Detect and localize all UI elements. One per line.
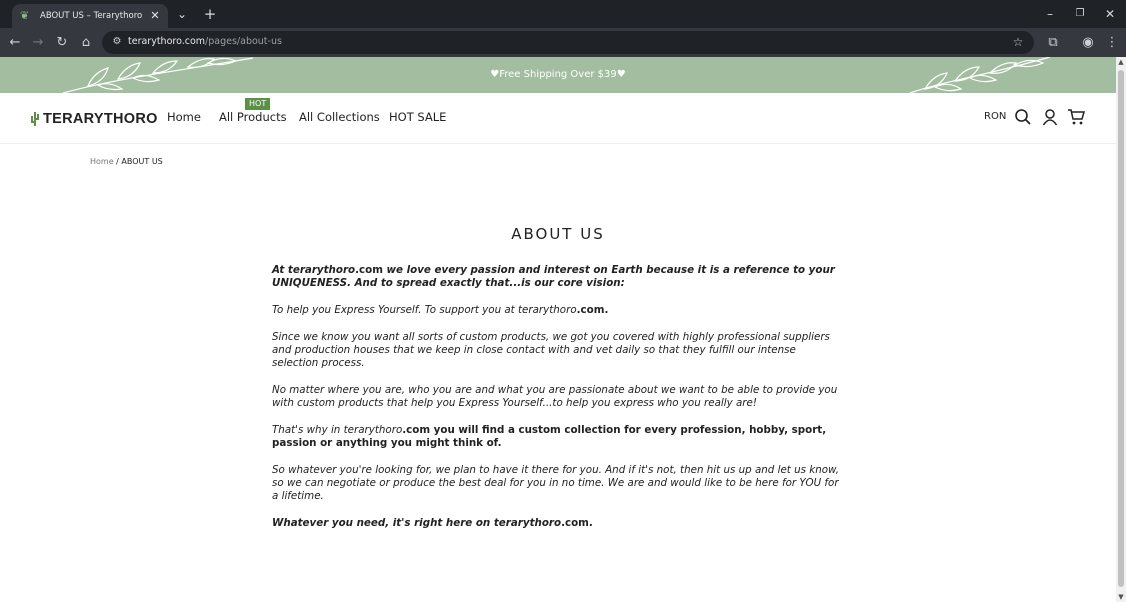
paragraph-closing: Whatever you need, it's right here on terarythoro.com. [272, 517, 593, 529]
home-icon[interactable]: ⌂ [81, 35, 91, 50]
forward-icon[interactable]: → [32, 35, 44, 50]
about-article [272, 264, 842, 544]
leaf-favicon-icon: ❦ [20, 9, 30, 22]
close-tab-icon[interactable]: ✕ [150, 9, 160, 22]
close-window-icon[interactable]: ✕ [1104, 7, 1116, 21]
site-logo[interactable] [29, 109, 158, 129]
bookmark-star-icon[interactable]: ☆ [1012, 35, 1024, 49]
tab-list-chevron-icon[interactable]: ⌄ [176, 7, 188, 21]
scrollbar-thumb[interactable] [1118, 70, 1124, 587]
paragraph-intro: At terarythoro.com we love every passion and interest on Earth because it is a reference to your UNIQUENESS. And to spread exactly that...is our core vision: [272, 264, 835, 289]
profile-icon[interactable]: ◉ [1082, 35, 1094, 50]
scroll-up-arrow-icon[interactable]: ▲ [1118, 58, 1124, 66]
page-title: ABOUT US [511, 225, 605, 243]
paragraph-express: To help you Express Yourself. To support you at terarythoro.com. [272, 304, 609, 316]
breadcrumb-home[interactable]: Home [90, 157, 114, 166]
browser-tab[interactable] [12, 4, 168, 28]
account-icon[interactable] [1041, 108, 1059, 126]
paragraph-plan: So whatever you're looking for, we plan to have it there for you. And if it's not, then hit us up and let us know, so we can negotiate or produce the best deal for you in no time. We are and would like to be here for YOU for a lifetime. [272, 464, 840, 502]
site-header [0, 93, 1116, 144]
free-shipping-text: ♥Free Shipping Over $39♥ [490, 69, 626, 80]
new-tab-icon[interactable]: + [203, 5, 217, 23]
address-bar[interactable] [102, 31, 1034, 54]
breadcrumb-current: ABOUT US [121, 157, 163, 166]
restore-icon[interactable]: ❐ [1075, 8, 1085, 19]
logo-text: TERARYTHORO [43, 111, 158, 127]
announcement-bar [0, 57, 1116, 93]
tab-title: ABOUT US – Terarythoro [40, 11, 143, 21]
breadcrumb-separator: / [116, 157, 119, 166]
back-icon[interactable]: ← [9, 35, 21, 50]
url-text[interactable]: terarythoro.com/pages/about-us [128, 36, 282, 47]
breadcrumb [90, 157, 163, 166]
nav-all-products[interactable]: All Products [219, 110, 287, 124]
extensions-icon[interactable]: ⧉ [1048, 35, 1058, 50]
nav-hot-sale[interactable]: HOT SALE [389, 110, 447, 124]
browser-toolbar [0, 28, 1126, 57]
scroll-down-arrow-icon[interactable]: ▼ [1118, 593, 1124, 601]
site-settings-icon[interactable]: ⚙ [112, 36, 122, 47]
paragraph-collection: That's why in terarythoro.com you will find a custom collection for every profession, hobby, sport, passion or anything you might think of. [272, 424, 827, 449]
nav-all-collections[interactable]: All Collections [299, 110, 380, 124]
cart-icon[interactable] [1067, 108, 1085, 126]
browser-tab-bar [0, 0, 1126, 28]
currency-selector[interactable]: RON [984, 111, 1007, 122]
reload-icon[interactable]: ↻ [56, 35, 68, 50]
nav-home[interactable]: Home [167, 110, 201, 124]
paragraph-suppliers: Since we know you want all sorts of custom products, we got you covered with highly professional suppliers and production houses that we keep in close contact with and vet daily so that they fulfill our intense selection process. [272, 331, 830, 369]
cactus-logo-icon [29, 111, 41, 127]
paragraph-custom-products: No matter where you are, who you are and what you are passionate about we want to be able to provide you with custom products that help you Express Yourself...to help you express who you really are! [272, 384, 838, 409]
browser-menu-icon[interactable]: ⋮ [1105, 35, 1119, 50]
minimize-icon[interactable]: – [1047, 7, 1053, 21]
hot-badge: HOT [245, 98, 270, 110]
search-icon[interactable] [1014, 108, 1032, 126]
